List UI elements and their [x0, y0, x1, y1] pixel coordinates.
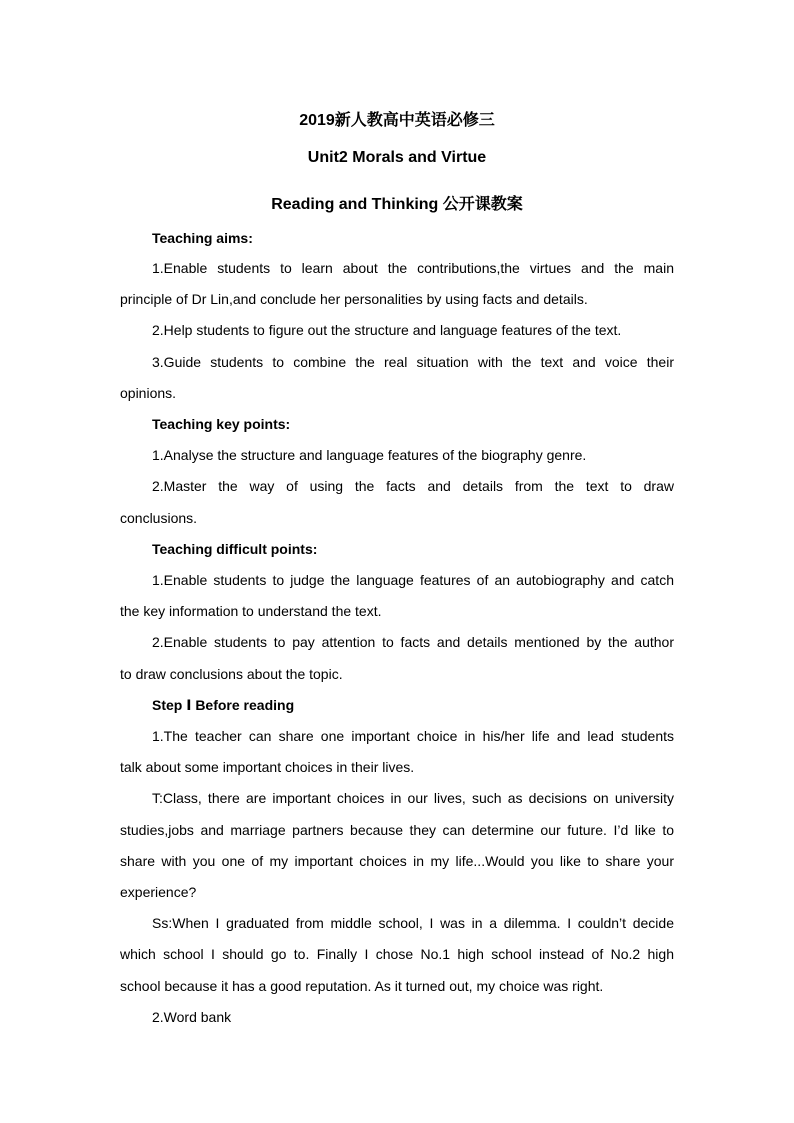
aims-item-1-line-2: principle of Dr Lin,and conclude her personalities by using facts and details. — [120, 291, 588, 307]
aims-heading: Teaching aims: — [152, 230, 253, 246]
difficult-points-item-2-line-1: 2.Enable students to pay attention to facts and details mentioned by the author — [152, 634, 674, 650]
aims-item-1-line-1: 1.Enable students to learn about the contributions,the virtues and the main — [152, 260, 674, 276]
teacher-line-1: T:Class, there are important choices in our lives, such as decisions on university — [152, 790, 674, 806]
key-points-heading: Teaching key points: — [152, 416, 291, 432]
step-1-para-1-line-1: 1.The teacher can share one important choice in his/her life and lead students — [152, 728, 674, 744]
word-bank-label: 2.Word bank — [152, 1009, 232, 1025]
document-title: 2019新人教高中英语必修三 — [299, 112, 495, 129]
key-points-item-2-line-1: 2.Master the way of using the facts and details from the text to draw — [152, 478, 674, 494]
step-1-heading: Step Ⅰ Before reading — [152, 697, 295, 713]
teacher-line-2: studies,jobs and marriage partners because they can determine our future. I’d like to — [120, 822, 674, 838]
aims-item-3-line-2: opinions. — [120, 385, 177, 401]
students-line-1: Ss:When I graduated from middle school, I was in a dilemma. I couldn’t decide — [152, 915, 674, 931]
difficult-points-item-1-line-2: the key information to understand the text. — [120, 603, 382, 619]
teacher-line-3: share with you one of my important choices in my life...Would you like to share your — [120, 853, 674, 869]
difficult-points-item-2-line-2: to draw conclusions about the topic. — [120, 666, 343, 682]
students-line-2: which school I should go to. Finally I chose No.1 high school instead of No.2 high — [120, 946, 674, 962]
teacher-line-4: experience? — [120, 884, 197, 900]
aims-item-2: 2.Help students to figure out the structure and language features of the text. — [152, 322, 622, 338]
key-points-item-2-line-2: conclusions. — [120, 510, 198, 526]
difficult-points-item-1-line-1: 1.Enable students to judge the language features of an autobiography and catch — [152, 572, 674, 588]
students-line-3: school because it has a good reputation. As it turned out, my choice was right. — [120, 978, 604, 994]
unit-title: Unit2 Morals and Virtue — [307, 149, 487, 166]
lesson-title: Reading and Thinking 公开课教案 — [271, 196, 523, 213]
key-points-item-1: 1.Analyse the structure and language features of the biography genre. — [152, 447, 587, 463]
step-1-para-1-line-2: talk about some important choices in their lives. — [120, 759, 415, 775]
difficult-points-heading: Teaching difficult points: — [152, 541, 318, 557]
aims-item-3-line-1: 3.Guide students to combine the real situation with the text and voice their — [152, 354, 674, 370]
